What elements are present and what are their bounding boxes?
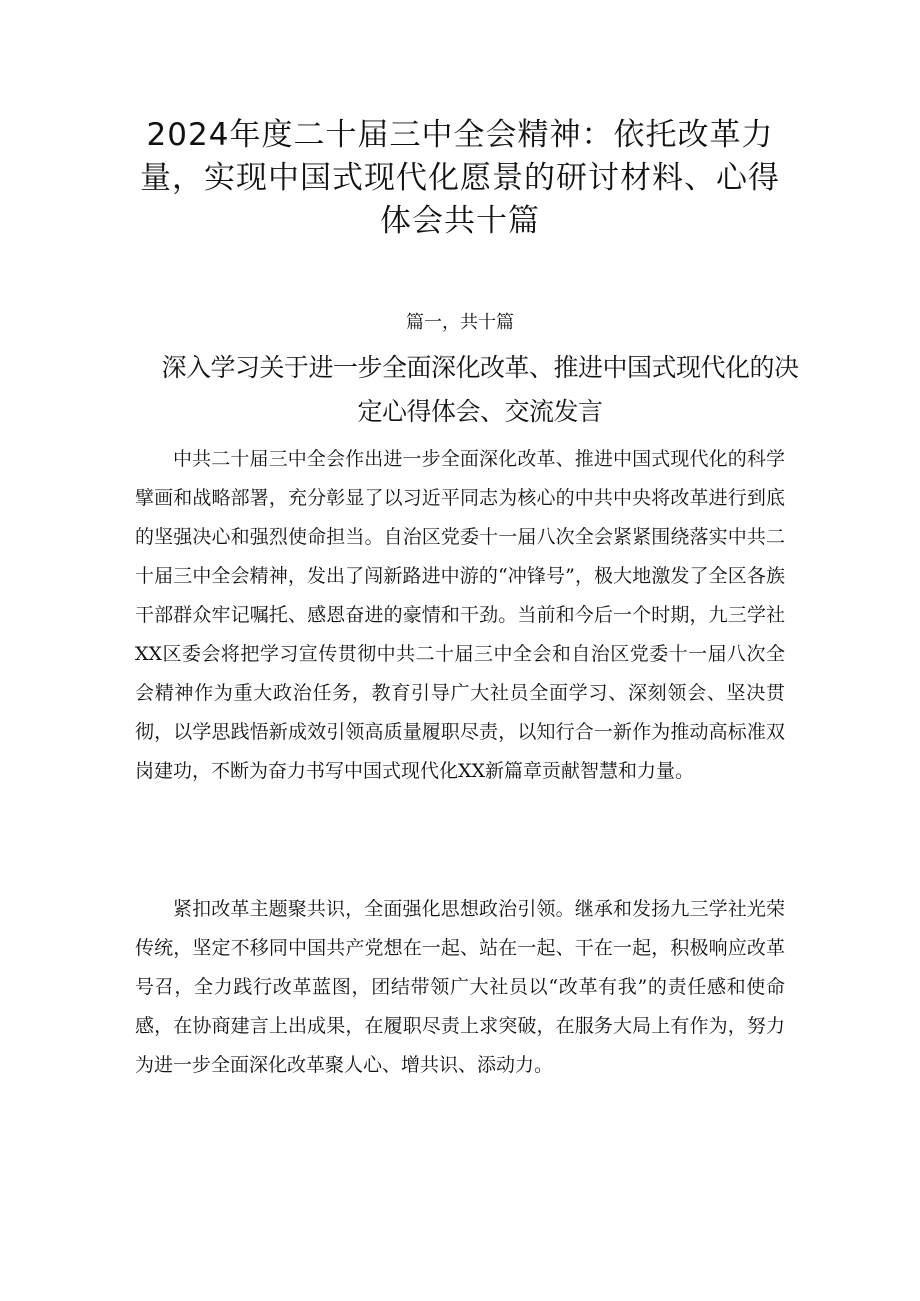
- document-title: 2024年度二十届三中全会精神：依托改革力量，实现中国式现代化愿景的研讨材料、心得体会共十篇: [140, 117, 780, 239]
- article-title: 深入学习关于进一步全面深化改革、推进中国式现代化的决定心得体会、交流发言: [161, 353, 799, 426]
- body-paragraph: 紧扣改革主题聚共识，全面强化思想政治引领。继承和发扬九三学社光荣传统，坚定不移同中国共产党想在一起、站在一起、干在一起，积极响应改革号召，全力践行改革蓝图，团结带领广大社员以“改革有我”的责任感和使命感，在协商建言上出成果，在履职尽责上求突破，在服务大局上有作为，努力为进一步全面深化改革聚人心、增共识、添动力。: [135, 898, 785, 1076]
- section-label: 篇一，共十篇: [406, 312, 514, 333]
- body-paragraph: 中共二十届三中全会作出进一步全面深化改革、推进中国式现代化的科学擘画和战略部署，充分彰显了以习近平同志为核心的中共中央将改革进行到底的坚强决心和强烈使命担当。自治区党委十一届八次全会紧紧围绕落实中共二十届三中全会精神，发出了闯新路进中游的“冲锋号”，极大地激发了全区各族干部群众牢记嘱托、感恩奋进的豪情和干劲。当前和今后一个时期，九三学社XX区委会将把学习宣传贯彻中共二十届三中全会和自治区党委十一届八次全会精神作为重大政治任务，教育引导广大社员全面学习、深刻领会、坚决贯彻，以学思践悟新成效引领高质量履职尽责，以知行合一新作为推动高标准双岗建功，不断为奋力书写中国式现代化XX新篇章贡献智慧和力量。: [135, 448, 785, 782]
